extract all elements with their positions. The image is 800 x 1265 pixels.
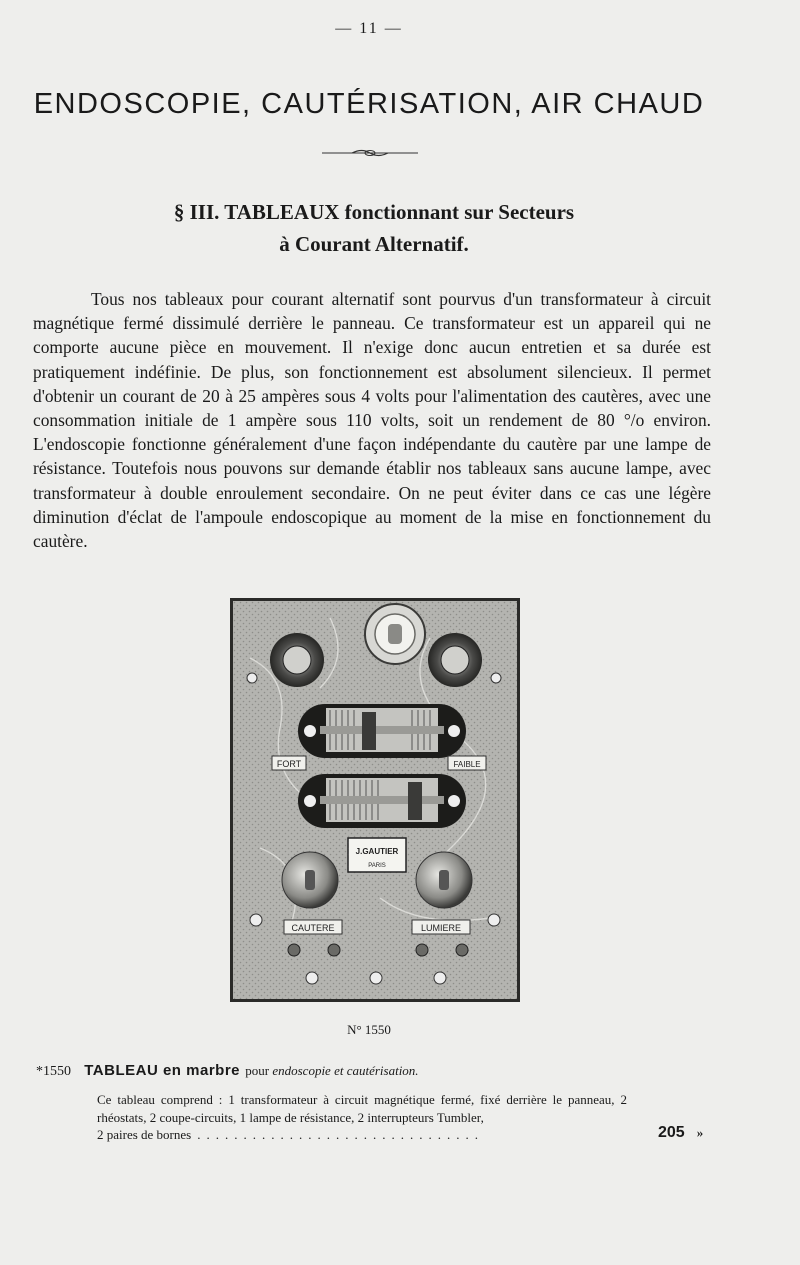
price-value: 205 bbox=[658, 1124, 685, 1141]
body-paragraph bbox=[33, 287, 711, 553]
item-description bbox=[97, 1091, 627, 1144]
leader-dots: ............................... bbox=[197, 1127, 484, 1142]
fort-label: FORT bbox=[276, 759, 302, 769]
item-description-last: 2 paires de bornes bbox=[97, 1127, 192, 1142]
cautere-label: CAUTERE bbox=[291, 923, 335, 933]
item-number: *1550 bbox=[36, 1064, 71, 1079]
panel-illustration bbox=[230, 598, 520, 1002]
item-description-main: Ce tableau comprend : 1 transformateur à circuit magnétique fermé, fixé derrière le panneau, 2 rhéostats, 2 coupe-circuits, 1 lampe de résistance, 2 interrupteurs Tumbler, bbox=[97, 1092, 627, 1125]
section-heading bbox=[0, 196, 738, 260]
ornament-divider bbox=[322, 146, 418, 160]
item-title: TABLEAU en marbre bbox=[84, 1062, 240, 1079]
body-text: Tous nos tableaux pour courant alternatif sont pourvus d'un transformateur à circuit magnétique fermé dissimulé derrière le panneau. Ce transformateur est un appareil qui ne comporte aucune pièce en mouvement. Il n'exige donc aucun entretien et sa durée est pratiquement indéfinie. De plus, son fonctionnement est absolument silencieux. Il permet d'obtenir un courant de 20 à 25 ampères sous 4 volts pour l'alimentation des cautères, avec une consommation initiale de 1 ampère sous 110 volts, soit un rendement de 80 °/o environ. L'endoscopie fonctionne généralement d'une façon indépendante du cautère par une lampe de résistance. Toutefois nous pouvons sur demande établir nos tableaux sans aucune lampe, avec transformateur à double enroulement secondaire. On ne peut éviter dans ce cas une légère diminution d'éclat de l'ampoule endoscopique au moment de la mise en fonctionnement du cautère. bbox=[33, 289, 711, 552]
faible-label: FAIBLE bbox=[453, 760, 481, 769]
page-number: — 11 — bbox=[335, 20, 403, 37]
lumiere-label: LUMIERE bbox=[420, 923, 462, 933]
item-subtitle: endoscopie et cautérisation. bbox=[272, 1063, 419, 1078]
section-heading-line1: § III. TABLEAUX fonctionnant sur Secteurs bbox=[173, 200, 575, 224]
price-unit: » bbox=[696, 1125, 704, 1140]
maker-city-label: PARIS bbox=[368, 863, 386, 869]
item-subtitle-pour: pour bbox=[245, 1063, 270, 1078]
maker-name-label: J.GAUTIER bbox=[355, 847, 399, 856]
item-price bbox=[658, 1124, 703, 1142]
catalog-item-heading bbox=[36, 1062, 736, 1080]
section-heading-line2: à Courant Alternatif. bbox=[279, 232, 469, 256]
chapter-title: ENDOSCOPIE, CAUTÉRISATION, AIR CHAUD bbox=[33, 88, 705, 120]
figure-caption: N° 1550 bbox=[347, 1022, 391, 1037]
